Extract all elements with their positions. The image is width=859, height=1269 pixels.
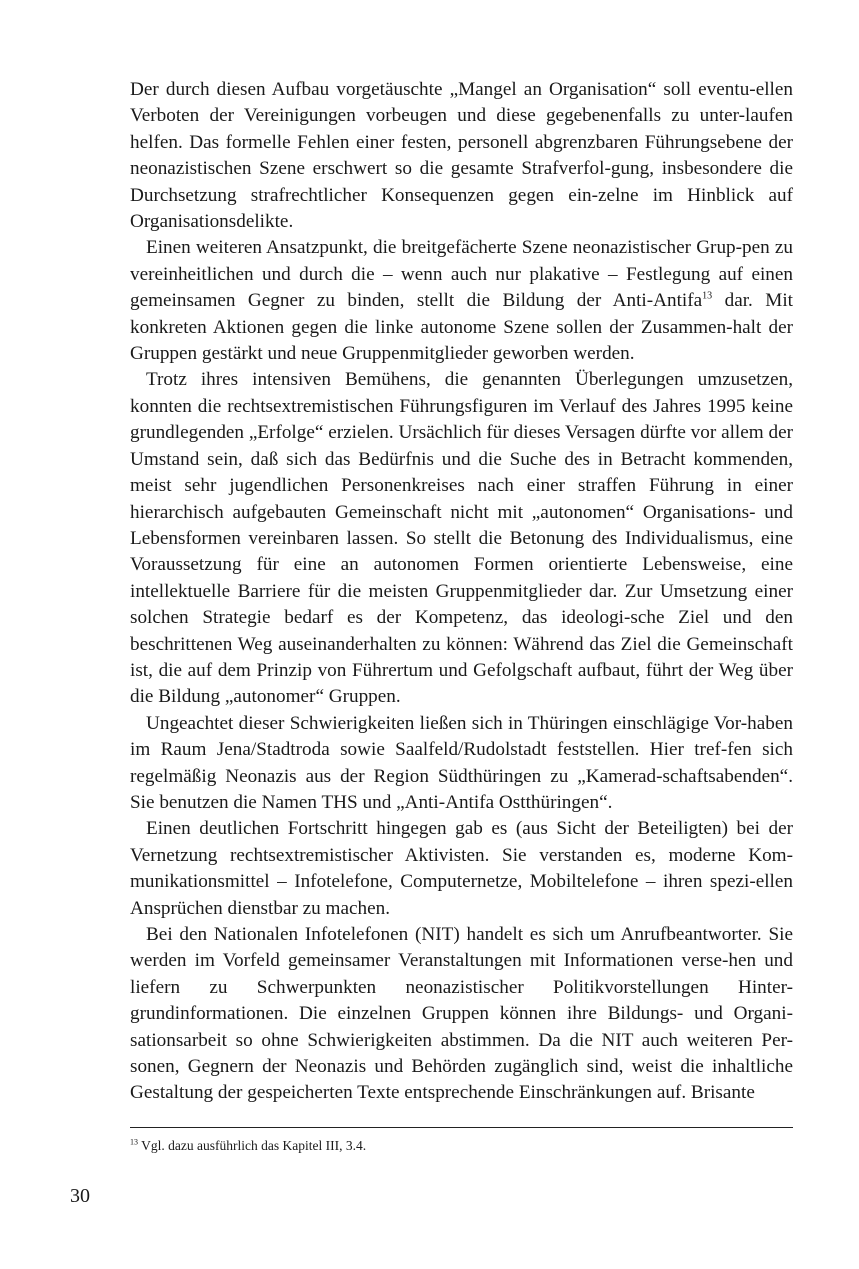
paragraph-2-text-after: dar. Mit konkreten Aktionen gegen die linke autonome Szene sollen der Zusammen-halt der Gruppen gestärkt und neue Gruppenmitglieder geworben werden. [130, 290, 793, 365]
paragraph-4: Ungeachtet dieser Schwierigkeiten ließen sich in Thüringen einschlägige Vor-haben im Raum Jena/Stadtroda sowie Saalfeld/Rudolstadt feststellen. Hier tref-fen sich regelmäßig Neonazis aus der Region Südthüringen zu „Kamerad-schaftsabenden“. Sie benutzen die Namen THS und „Anti-Antifa Ostthüringen“. [130, 712, 793, 813]
paragraph-1: Der durch diesen Aufbau vorgetäuschte „Mangel an Organisation“ soll eventu-ellen Verboten der Vereinigungen vorbeugen und diese gegebenenfalls zu unter-laufen helfen. Das formelle Fehlen einer festen, personell abgrenzbaren Führungsebene der neonazistischen Szene erschwert so die gesamte Strafverfol-gung, insbesondere die Durchsetzung strafrechtlicher Konsequenzen gegen ein-zelne im Hinblick auf Organisationsdelikte. [130, 79, 793, 233]
paragraph-5: Einen deutlichen Fortschritt hingegen gab es (aus Sicht der Beteiligten) bei der Vernetzung rechtsextremistischer Aktivisten. Sie verstanden es, moderne Kom-munikationsmittel – Infotelefone, Computernetze, Mobiltelefone – ihren spezi-ellen Ansprüchen dienstbar zu machen. [130, 818, 793, 919]
footnote-marker: 13 [130, 1137, 138, 1147]
footnote [130, 1137, 793, 1155]
footnote-text: Vgl. dazu ausführlich das Kapitel III, 3.4. [138, 1138, 367, 1153]
paragraph-6: Bei den Nationalen Infotelefonen (NIT) handelt es sich um Anrufbeantworter. Sie werden im Vorfeld gemeinsamer Veranstaltungen mit Informationen verse-hen und liefern zu Schwerpunkten neonazistischer Politikvorstellungen Hinter-grundinformationen. Die einzelnen Gruppen können ihre Bildungs- und Organi-sationsarbeit so ohne Schwierigkeiten abstimmen. Da die NIT auch weiteren Per-sonen, Gegnern der Neonazis und Behörden zugänglich sind, weist die inhaltliche Gestaltung der gespeicherten Texte entsprechende Einschränkungen auf. Brisante [130, 924, 793, 1104]
footnote-separator [130, 1127, 793, 1128]
paragraph-2-text-before: Einen weiteren Ansatzpunkt, die breitgefächerte Szene neonazistischer Grup-pen zu vereinheitlichen und durch die – wenn auch nur plakative – Festlegung auf einen gemeinsamen Gegner zu binden, stellt die Bildung der Anti-Antifa [130, 237, 793, 312]
paragraph-2 [130, 235, 793, 367]
body-text [130, 77, 793, 1107]
footnote-reference-13[interactable]: 13 [702, 290, 713, 302]
page-number: 30 [70, 1185, 90, 1207]
paragraph-3: Trotz ihres intensiven Bemühens, die genannten Überlegungen umzusetzen, konnten die rechtsextremistischen Führungsfiguren im Verlauf des Jahres 1995 keine grundlegenden „Erfolge“ erzielen. Ursächlich für dieses Versagen dürfte vor allem der Umstand sein, daß sich das Bedürfnis und die Suche des in Betracht kommenden, meist sehr jugendlichen Personenkreises nach einer straffen Führung in einer hierarchisch aufgebauten Gemeinschaft nicht mit „autonomen“ Organisations- und Lebensformen vereinbaren lassen. So stellt die Betonung des Individualismus, eine Voraussetzung für eine an autonomen Formen orientierte Lebensweise, eine intellektuelle Barriere für die meisten Gruppenmitglieder dar. Zur Umsetzung einer solchen Strategie bedarf es der Kompetenz, das ideologi-sche Ziel und den beschrittenen Weg auseinanderhalten zu können: Während das Ziel die Gemeinschaft ist, die auf dem Prinzip von Führertum und Gefolgschaft aufbaut, führt der Weg über die Bildung „autonomer“ Gruppen. [130, 369, 793, 708]
